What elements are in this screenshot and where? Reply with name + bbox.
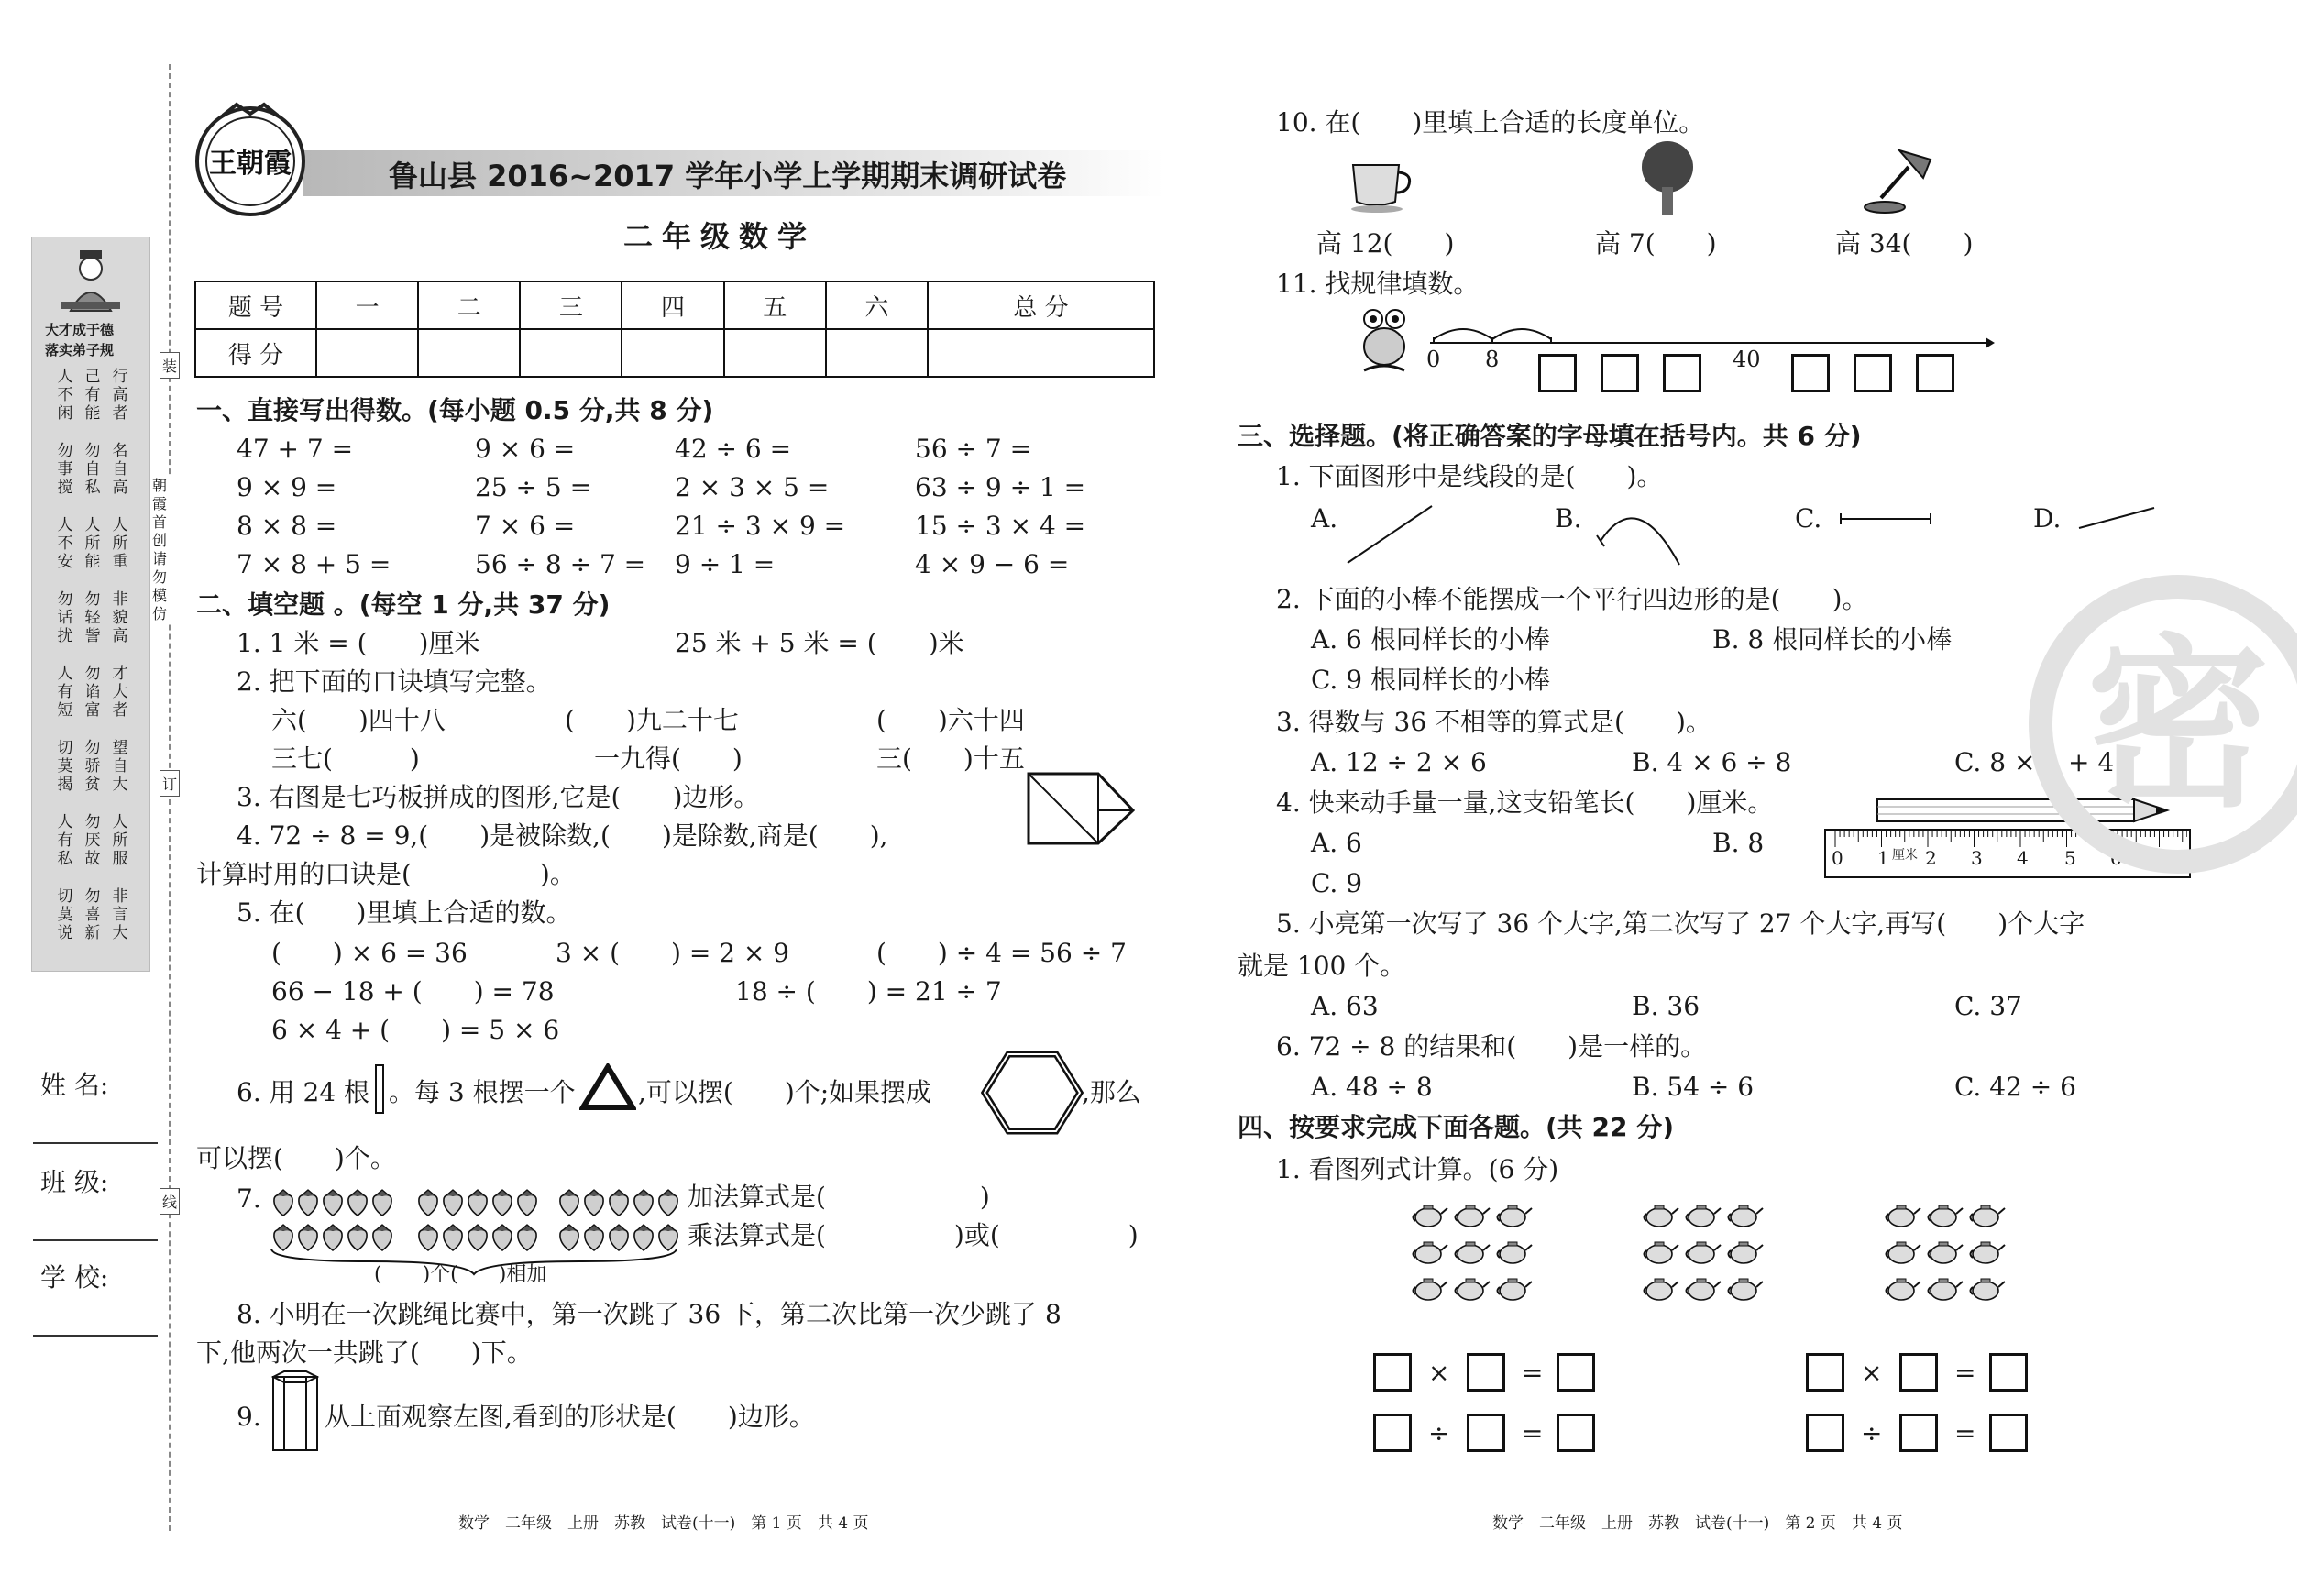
q3-6-opt: C. 42 ÷ 6 xyxy=(1954,1072,2076,1102)
arithmetic-problem: 7 × 8 + 5 = xyxy=(237,549,391,579)
maxim-phrase: 行高者 xyxy=(112,368,128,423)
maxim-phrase: 勿谄富 xyxy=(84,665,101,720)
teapot-icon xyxy=(1454,1274,1491,1304)
q3-6: 6. 72 ÷ 8 的结果和( )是一样的。 xyxy=(1276,1031,1707,1062)
maxim-phrase: 勿事搅 xyxy=(57,442,73,497)
q3-4-opt: A. 6 xyxy=(1311,828,1362,858)
arithmetic-problem: 8 × 8 = xyxy=(237,511,337,541)
q2-4a: 4. 72 ÷ 8 = 9,( )是被除数,( )是除数,商是( ), xyxy=(237,820,888,851)
q4-1: 1. 看图列式计算。(6 分) xyxy=(1276,1154,1559,1184)
q2-10-item: 高 7( ) xyxy=(1595,228,1717,259)
q2-2-item: 六( )四十八 xyxy=(271,705,446,735)
ruler-label: 厘米 xyxy=(1892,848,1918,863)
arithmetic-problem: 47 + 7 = xyxy=(237,434,354,464)
q2-2-item: 一九得( ) xyxy=(594,743,743,774)
score-table-header-row xyxy=(195,281,1154,329)
teapot-icon xyxy=(1643,1238,1679,1267)
q3-1: 1. 下面图形中是线段的是( )。 xyxy=(1276,461,1663,491)
score-cell: 四 xyxy=(622,281,723,329)
q2-2-item: ( )六十四 xyxy=(876,705,1025,735)
score-input-cell[interactable] xyxy=(520,329,622,377)
maxim-grid xyxy=(32,368,149,963)
number-line-label: 0 xyxy=(1426,347,1441,372)
teapot-icon xyxy=(1496,1201,1533,1230)
section1-title: 一、直接写出得数。(每小题 0.5 分,共 8 分) xyxy=(196,395,714,425)
sidebar-panel xyxy=(31,237,150,972)
q3-5-opt: A. 63 xyxy=(1311,991,1379,1021)
teapot-icon xyxy=(1927,1238,1964,1267)
score-table xyxy=(194,281,1155,378)
ruler-label: 2 xyxy=(1925,847,1937,869)
answer-box[interactable] xyxy=(1373,1353,1412,1392)
q2-2-item: 三七( ) xyxy=(271,743,420,774)
teapot-icon xyxy=(1412,1238,1448,1267)
name-line[interactable] xyxy=(33,1142,158,1144)
strawberry-icon xyxy=(346,1188,369,1217)
teapot-icon xyxy=(1454,1201,1491,1230)
teapot-icon xyxy=(1927,1201,1964,1230)
answer-box[interactable] xyxy=(1538,354,1577,392)
arithmetic-problem: 56 ÷ 7 = xyxy=(915,434,1032,464)
strawberry-icon xyxy=(490,1188,514,1217)
answer-box[interactable] xyxy=(1806,1353,1844,1392)
tree-icon xyxy=(1635,139,1700,216)
ruler-label: 0 xyxy=(1832,847,1843,869)
arithmetic-problem: 2 × 3 × 5 = xyxy=(675,472,830,502)
equation-left xyxy=(1373,1353,1612,1463)
stick-icon xyxy=(372,1063,387,1115)
strawberry-icon xyxy=(296,1188,320,1217)
q3-3-opt: C. 8 × 4 + 4 xyxy=(1954,747,2115,777)
maxim-phrase: 人有短 xyxy=(57,665,73,720)
maxim-phrase: 人所服 xyxy=(112,813,128,868)
triangle-sticks-icon xyxy=(579,1063,636,1111)
school-label: 学 校: xyxy=(40,1262,109,1293)
frog-icon xyxy=(1357,306,1414,380)
strawberry-icon xyxy=(515,1188,539,1217)
q2-5: 5. 在( )里填上合适的数。 xyxy=(237,897,572,928)
divide-sign: ÷ xyxy=(1861,1418,1883,1448)
seal-character: 密 xyxy=(2085,619,2271,832)
maxim-phrase: 非貌高 xyxy=(112,590,128,645)
q3-6-opt: A. 48 ÷ 8 xyxy=(1311,1072,1433,1102)
arithmetic-problem: 25 ÷ 5 = xyxy=(475,472,592,502)
logo-text: 王朝霞 xyxy=(209,148,292,180)
ruler-label: 3 xyxy=(1971,847,1983,869)
answer-box[interactable] xyxy=(1989,1414,2028,1452)
q2-7: 7. xyxy=(237,1183,261,1214)
q2-1a: 1. 1 米 = ( )厘米 xyxy=(237,628,480,658)
q2-4b: 计算时用的口诀是( )。 xyxy=(196,859,576,889)
number-line-icon xyxy=(1426,321,1995,358)
arithmetic-problem: 15 ÷ 3 × 4 = xyxy=(915,511,1086,541)
strawberry-icon xyxy=(441,1188,465,1217)
equals-sign: = xyxy=(1522,1418,1544,1448)
q2-7-mul: 乘法算式是( )或( ) xyxy=(688,1220,1139,1250)
subject-title: 二年级数学 xyxy=(623,219,817,254)
school-line[interactable] xyxy=(33,1335,158,1337)
teapot-icon xyxy=(1969,1238,2006,1267)
q2-5-item: 18 ÷ ( ) = 21 ÷ 7 xyxy=(735,976,1002,1007)
strawberry-icon xyxy=(607,1188,631,1217)
teapot-icon xyxy=(1496,1238,1533,1267)
q3-5-opt: C. 37 xyxy=(1954,991,2022,1021)
arithmetic-problem: 7 × 6 = xyxy=(475,511,576,541)
teapot-icon xyxy=(1412,1274,1448,1304)
arithmetic-problem: 56 ÷ 8 ÷ 7 = xyxy=(475,549,646,579)
q3-4-opt: B. 8 xyxy=(1712,828,1765,858)
desk-lamp-icon xyxy=(1863,147,1936,215)
teapot-groups xyxy=(1412,1201,2053,1311)
q2-5-item: 6 × 4 + ( ) = 5 × 6 xyxy=(271,1015,560,1045)
arithmetic-problem: 63 ÷ 9 ÷ 1 = xyxy=(915,472,1086,502)
maxim-phrase: 名自高 xyxy=(112,442,128,497)
q3-5-opt: B. 36 xyxy=(1632,991,1700,1021)
q2-6a: 6. 用 24 根 xyxy=(237,1077,370,1107)
maxim-phrase: 切莫说 xyxy=(57,887,73,942)
arithmetic-problem: 9 × 9 = xyxy=(237,472,337,502)
arithmetic-problem: 42 ÷ 6 = xyxy=(675,434,792,464)
q2-1b: 25 米 + 5 米 = ( )米 xyxy=(675,628,964,658)
q3-3: 3. 得数与 36 不相等的算式是( )。 xyxy=(1276,707,1711,737)
margin-notice: 朝霞首创 请勿模仿 xyxy=(152,477,171,623)
maxim-phrase: 勿话扰 xyxy=(57,590,73,645)
maxim-phrase: 勿轻訾 xyxy=(84,590,101,645)
score-input-cell[interactable] xyxy=(418,329,520,377)
q3-5a: 5. 小亮第一次写了 36 个大字,第二次写了 27 个大字,再写( )个大字 xyxy=(1276,908,2085,939)
score-cell: 二 xyxy=(418,281,520,329)
class-label: 班 级: xyxy=(40,1167,109,1197)
q3-2-opt: C. 9 根同样长的小棒 xyxy=(1311,665,1550,695)
maxim-phrase: 人所能 xyxy=(84,516,101,571)
q2-10-item: 高 12( ) xyxy=(1316,228,1455,259)
q2-6d: ,那么 xyxy=(1082,1077,1141,1107)
footer-right: 数学 二年级 上册 苏教 试卷(十一) 第 2 页 共 4 页 xyxy=(1492,1514,1903,1533)
score-cell: 六 xyxy=(826,281,928,329)
teapot-icon xyxy=(1727,1274,1764,1304)
q2-9a: 9. xyxy=(237,1402,261,1432)
q2-2-item: 三( )十五 xyxy=(876,743,1025,774)
q2-10-item: 高 34( ) xyxy=(1835,228,1974,259)
teapot-icon xyxy=(1454,1238,1491,1267)
logo-emblem-icon xyxy=(191,99,310,218)
strawberry-icon xyxy=(632,1188,655,1217)
score-cell: 得 分 xyxy=(195,329,316,377)
class-line[interactable] xyxy=(33,1239,158,1241)
hexagonal-prism-icon xyxy=(268,1368,323,1459)
strawberry-icon xyxy=(557,1188,581,1217)
score-input-cell[interactable] xyxy=(826,329,928,377)
q2-6b: 。每 3 根摆一个 xyxy=(389,1077,576,1107)
option-a-segment-icon xyxy=(1344,502,1436,567)
arithmetic-problem: 4 × 9 − 6 = xyxy=(915,549,1070,579)
answer-box[interactable] xyxy=(1916,354,1954,392)
maxim-phrase: 人所重 xyxy=(112,516,128,571)
answer-box[interactable] xyxy=(1663,354,1701,392)
multiply-sign: × xyxy=(1428,1358,1450,1388)
equation-right xyxy=(1806,1353,2044,1463)
option-d-ray-icon xyxy=(2075,504,2158,532)
score-cell: 一 xyxy=(316,281,418,329)
equals-sign: = xyxy=(1522,1358,1544,1388)
q2-7-brace: ( )个( )相加 xyxy=(374,1263,547,1286)
binding-line xyxy=(169,64,171,1531)
strawberry-icon xyxy=(271,1188,295,1217)
score-cell: 三 xyxy=(520,281,622,329)
teapot-icon xyxy=(1496,1274,1533,1304)
answer-box[interactable] xyxy=(1467,1353,1505,1392)
q3-2-opt: A. 6 根同样长的小棒 xyxy=(1311,624,1550,655)
q2-5-item: 66 − 18 + ( ) = 78 xyxy=(271,976,555,1007)
section4-title: 四、按要求完成下面各题。(共 22 分) xyxy=(1238,1112,1675,1142)
teapot-icon xyxy=(1643,1274,1679,1304)
answer-box[interactable] xyxy=(1854,354,1892,392)
score-input-cell[interactable] xyxy=(316,329,418,377)
q2-2-item: ( )九二十七 xyxy=(565,705,739,735)
arithmetic-problem: 21 ÷ 3 × 9 = xyxy=(675,511,846,541)
q3-5b: 就是 100 个。 xyxy=(1238,951,1406,981)
maxim-phrase: 人不安 xyxy=(57,516,73,571)
maxim-phrase: 己有能 xyxy=(84,368,101,423)
strawberry-icon xyxy=(416,1188,440,1217)
answer-box[interactable] xyxy=(1989,1353,2028,1392)
answer-box[interactable] xyxy=(1373,1414,1412,1452)
answer-box[interactable] xyxy=(1601,354,1639,392)
margin-cut-mark-1: 装 xyxy=(160,352,180,379)
q2-6c: ,可以摆( )个;如果摆成 xyxy=(638,1077,932,1107)
q3-2: 2. 下面的小棒不能摆成一个平行四边形的是( )。 xyxy=(1276,584,1868,614)
teapot-icon xyxy=(1927,1274,1964,1304)
maxim-phrase: 切莫揭 xyxy=(57,739,73,794)
divide-sign: ÷ xyxy=(1428,1418,1450,1448)
answer-box[interactable] xyxy=(1467,1414,1505,1452)
teapot-icon xyxy=(1412,1201,1448,1230)
teapot-icon xyxy=(1885,1238,1921,1267)
teapot-icon xyxy=(1969,1201,2006,1230)
maxim-phrase: 非言大 xyxy=(112,887,128,942)
sidebar-caption-1: 大才成于德 xyxy=(45,322,115,338)
section2-title: 二、填空题 。(每空 1 分,共 37 分) xyxy=(196,589,611,620)
score-input-cell[interactable] xyxy=(724,329,826,377)
teapot-icon xyxy=(1727,1201,1764,1230)
teapot-icon xyxy=(1685,1274,1722,1304)
q2-2: 2. 把下面的口诀填写完整。 xyxy=(237,666,552,697)
score-cell: 题 号 xyxy=(195,281,316,329)
q3-6-opt: B. 54 ÷ 6 xyxy=(1632,1072,1755,1102)
teapot-icon xyxy=(1885,1201,1921,1230)
strawberry-icon xyxy=(656,1188,680,1217)
strawberry-icon xyxy=(466,1188,490,1217)
cup-icon xyxy=(1348,156,1417,215)
multiply-sign: × xyxy=(1861,1358,1883,1388)
teapot-icon xyxy=(1727,1238,1764,1267)
teapot-icon xyxy=(1643,1201,1679,1230)
margin-cut-mark-3: 线 xyxy=(160,1188,180,1215)
score-input-cell[interactable] xyxy=(622,329,723,377)
score-cell: 总 分 xyxy=(928,281,1154,329)
maxim-phrase: 勿喜新 xyxy=(84,887,101,942)
hexagon-sticks-icon xyxy=(981,1051,1084,1135)
q2-11: 11. 找规律填数。 xyxy=(1276,269,1480,299)
q2-6e: 可以摆( )个。 xyxy=(196,1143,396,1173)
q2-10: 10. 在( )里填上合适的长度单位。 xyxy=(1276,107,1705,138)
q3-4: 4. 快来动手量一量,这支铅笔长( )厘米。 xyxy=(1276,787,1774,818)
answer-box[interactable] xyxy=(1791,354,1830,392)
exam-title: 鲁山县 2016~2017 学年小学上学期期末调研试卷 xyxy=(389,159,1067,193)
footer-left: 数学 二年级 上册 苏教 试卷(十一) 第 1 页 共 4 页 xyxy=(458,1514,869,1533)
answer-box[interactable] xyxy=(1806,1414,1844,1452)
secret-seal-watermark xyxy=(2022,568,2297,880)
score-input-cell[interactable] xyxy=(928,329,1154,377)
section1-problems xyxy=(237,436,1153,592)
sidebar-caption-2: 落实弟子规 xyxy=(45,342,115,358)
strawberry-icon xyxy=(370,1188,394,1217)
option-b-curve-icon xyxy=(1591,504,1692,568)
section3-title: 三、选择题。(将正确答案的字母填在括号内。共 6 分) xyxy=(1238,421,1862,451)
strawberry-icon xyxy=(582,1188,606,1217)
q2-7-add: 加法算式是( ) xyxy=(688,1182,990,1212)
q2-5-item: 3 × ( ) = 2 × 9 xyxy=(556,938,790,968)
ruler-label: 1 xyxy=(1877,847,1889,869)
q2-8a: 8. 小明在一次跳绳比赛中，第一次跳了 36 下，第二次比第一次少跳了 8 xyxy=(237,1299,1062,1329)
ruler-label: 7 xyxy=(2156,847,2168,869)
number-line-label: 40 xyxy=(1733,347,1761,372)
teapot-icon xyxy=(1885,1274,1921,1304)
answer-box[interactable] xyxy=(1899,1414,1938,1452)
q3-3-opt: B. 4 × 6 ÷ 8 xyxy=(1632,747,1792,777)
teapot-icon xyxy=(1685,1238,1722,1267)
option-c-segment-icon xyxy=(1837,510,1938,528)
arithmetic-problem: 9 × 6 = xyxy=(475,434,576,464)
ruler-label: 5 xyxy=(2064,847,2076,869)
score-table-score-row xyxy=(195,329,1154,377)
q2-8b: 下,他两次一共跳了( )下。 xyxy=(196,1337,533,1368)
maxim-phrase: 人有私 xyxy=(57,813,73,868)
q3-3-opt: A. 12 ÷ 2 × 6 xyxy=(1311,747,1487,777)
q3-1-opt: D. xyxy=(2033,503,2062,534)
q3-1-opt: A. xyxy=(1311,503,1338,534)
q3-4-opt: C. 9 xyxy=(1311,868,1363,898)
tangram-figure-icon xyxy=(1025,770,1135,847)
q3-1-opt: B. xyxy=(1555,503,1582,534)
arithmetic-problem: 9 ÷ 1 = xyxy=(675,549,776,579)
maxim-phrase: 才大者 xyxy=(112,665,128,720)
ruler-label: 4 xyxy=(2017,847,2029,869)
equals-sign: = xyxy=(1954,1358,1976,1388)
q2-3: 3. 右图是七巧板拼成的图形,它是( )边形。 xyxy=(237,782,760,812)
maxim-phrase: 勿自私 xyxy=(84,442,101,497)
name-label: 姓 名: xyxy=(40,1070,109,1100)
teapot-icon xyxy=(1685,1201,1722,1230)
scholar-figure-icon xyxy=(52,247,129,320)
margin-cut-mark-2: 订 xyxy=(160,770,180,797)
q3-1-opt: C. xyxy=(1795,503,1822,534)
maxim-phrase: 勿骄贫 xyxy=(84,739,101,794)
number-line-label: 8 xyxy=(1485,347,1500,372)
teapot-icon xyxy=(1969,1274,2006,1304)
answer-box[interactable] xyxy=(1899,1353,1938,1392)
q2-9b: 从上面观察左图,看到的形状是( )边形。 xyxy=(325,1402,815,1432)
equals-sign: = xyxy=(1954,1418,1976,1448)
q3-2-opt: B. 8 根同样长的小棒 xyxy=(1712,624,1953,655)
answer-box[interactable] xyxy=(1557,1414,1595,1452)
strawberry-icon xyxy=(321,1188,345,1217)
q2-5-item: ( ) × 6 = 36 xyxy=(271,938,468,968)
q2-5-item: ( ) ÷ 4 = 56 ÷ 7 xyxy=(876,938,1127,968)
score-cell: 五 xyxy=(724,281,826,329)
maxim-phrase: 勿厌故 xyxy=(84,813,101,868)
answer-box[interactable] xyxy=(1557,1353,1595,1392)
maxim-phrase: 望自大 xyxy=(112,739,128,794)
maxim-phrase: 人不闲 xyxy=(57,368,73,423)
ruler-label: 6 xyxy=(2110,847,2122,869)
